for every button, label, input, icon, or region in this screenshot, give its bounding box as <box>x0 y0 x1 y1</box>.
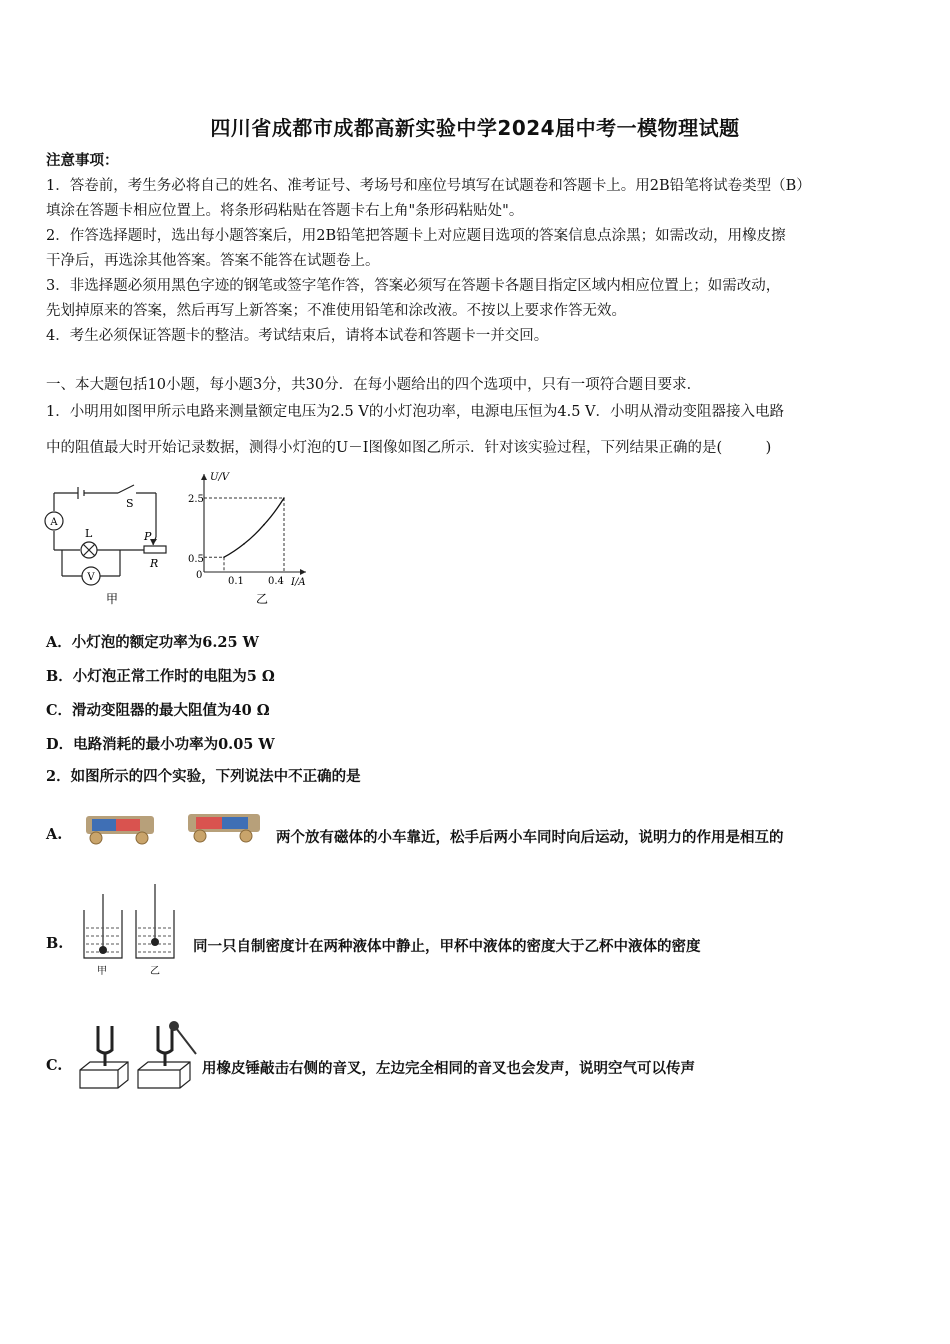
circuit-caption: 甲 <box>106 592 119 606</box>
notice-line: 1．答卷前，考生务必将自己的姓名、准考证号、考场号和座位号填写在试题卷和答题卡上。用2B铅笔将试卷类型（B） <box>46 178 811 194</box>
q2-option-c-text: 用橡皮锤敲击右侧的音叉，左边完全相同的音叉也会发声，说明空气可以传声 <box>202 1060 695 1077</box>
rheostat-label: R <box>150 557 159 570</box>
beaker-right-label: 乙 <box>150 966 160 977</box>
y-axis-label: U/V <box>210 472 230 483</box>
notice-line: 2．作答选择题时，选出每小题答案后，用2B铅笔把答题卡上对应题目选项的答案信息点涂黑；如需改动，用橡皮擦 <box>46 228 786 244</box>
question-2-stem: 2．如图所示的四个实验，下列说法中不正确的是 <box>46 768 361 785</box>
left-cart <box>86 816 154 844</box>
beaker-left-label: 甲 <box>97 966 107 977</box>
q2-option-a-letter: A. <box>46 826 63 843</box>
switch-label: S <box>126 497 134 510</box>
option-d: D．电路消耗的最小功率为0.05 W <box>46 736 275 753</box>
notice-line: 3．非选择题必须用黑色字迹的钢笔或签字笔作答，答案必须写在答题卡各题目指定区域内相应位置上；如需改动， <box>46 278 781 294</box>
y-tick-label: 0.5 <box>188 554 204 565</box>
ui-curve <box>224 498 284 557</box>
option-b: B．小灯泡正常工作时的电阻为5 Ω <box>46 668 275 685</box>
question-1-stem-cont: 中的阻值最大时开始记录数据，测得小灯泡的U－I图像如图乙所示．针对该实验过程，下列结果正确的是( ) <box>46 440 772 456</box>
notice-line: 先划掉原来的答案，然后再写上新答案；不准使用铅笔和涂改液。不按以上要求作答无效。 <box>46 303 626 319</box>
x-axis-label: I/A <box>291 577 306 588</box>
origin-label: 0 <box>196 570 203 581</box>
slider-label: P <box>144 530 152 543</box>
notice-line: 填涂在答题卡相应位置上。将条形码粘贴在答题卡右上角"条形码粘贴处"。 <box>46 203 524 219</box>
question-1-stem: 1．小明用如图甲所示电路来测量额定电压为2.5 V的小灯泡功率，电源电压恒为4.5 V．小明从滑动变阻器接入电路 <box>46 404 785 420</box>
voltmeter-label: V <box>87 572 95 583</box>
right-cart <box>188 814 260 842</box>
x-tick-label: 0.4 <box>268 576 284 587</box>
notice-line: 干净后，再选涂其他答案。答案不能答在试题卷上。 <box>46 253 380 269</box>
q2-option-b-letter: B. <box>46 935 64 952</box>
page-title: 四川省成都市成都高新实验中学2024届中考一模物理试题 <box>210 116 740 140</box>
q2-option-c-letter: C. <box>46 1057 63 1074</box>
ui-data-point <box>263 524 265 526</box>
graph-caption: 乙 <box>256 592 269 606</box>
option-c: C．滑动变阻器的最大阻值为40 Ω <box>46 702 270 719</box>
x-tick-label: 0.1 <box>228 576 244 587</box>
ui-graph <box>188 466 318 610</box>
ui-data-point <box>223 556 225 558</box>
q2-option-b-text: 同一只自制密度计在两种液体中静止，甲杯中液体的密度大于乙杯中液体的密度 <box>193 938 701 955</box>
lamp-label: L <box>85 527 93 540</box>
y-tick-label: 2.5 <box>188 494 204 505</box>
ammeter-label: A <box>50 517 58 528</box>
option-a: A．小灯泡的额定功率为6.25 W <box>46 634 259 651</box>
tuning-forks-image <box>76 1018 200 1094</box>
section-heading: 一、本大题包括10小题，每小题3分，共30分．在每小题给出的四个选项中，只有一项符合题目要求． <box>46 377 702 393</box>
hydrometer-beakers-image <box>80 880 188 980</box>
notice-heading: 注意事项： <box>46 152 119 169</box>
notice-line: 4．考生必须保证答题卡的整洁。考试结束后，请将本试卷和答题卡一并交回。 <box>46 328 549 344</box>
q2-option-a-text: 两个放有磁体的小车靠近，松手后两小车同时向后运动，说明力的作用是相互的 <box>276 829 784 846</box>
ui-data-point <box>243 543 245 545</box>
ui-data-point <box>283 497 285 499</box>
magnet-carts-image <box>82 810 272 852</box>
circuit-diagram <box>40 475 180 610</box>
